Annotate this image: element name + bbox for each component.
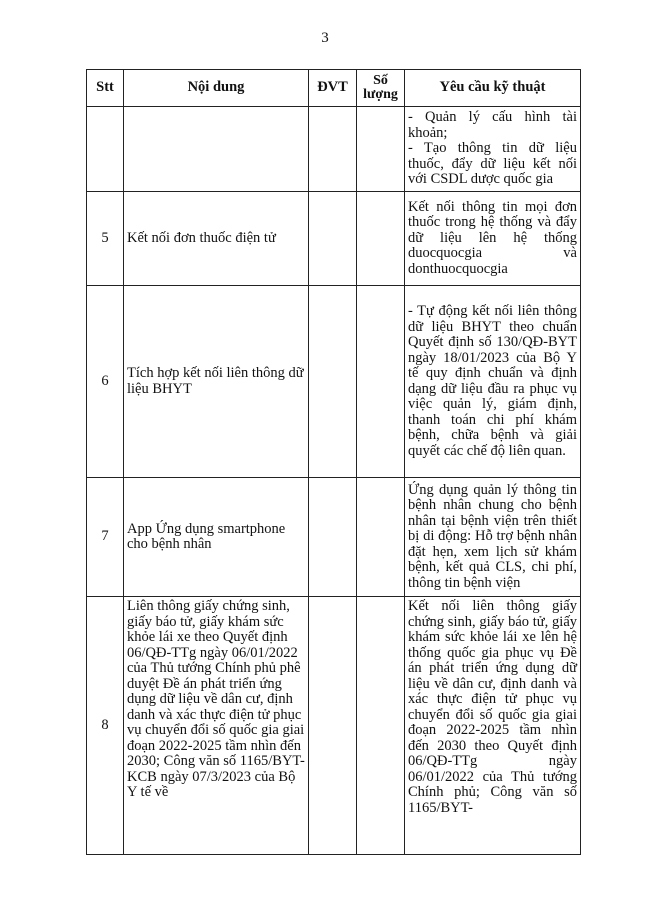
table-row <box>87 478 581 597</box>
requirements-table <box>86 69 581 855</box>
row-unit <box>309 478 357 597</box>
page-number: 3 <box>321 30 329 46</box>
row-content: Kết nối đơn thuốc điện tử <box>124 192 309 286</box>
header-quantity: Số lượng <box>357 70 405 107</box>
row-unit <box>309 597 357 855</box>
row-stt: 8 <box>87 597 124 855</box>
table-row <box>87 107 581 192</box>
row-quantity <box>357 286 405 478</box>
row-content: Tích hợp kết nối liên thông dữ liệu BHYT <box>124 286 309 478</box>
row-unit <box>309 192 357 286</box>
row-content: Liên thông giấy chứng sinh, giấy báo tử, giấy khám sức khỏe lái xe theo Quyết định 06/QĐ-TTg ngày 06/01/2022 của Thủ tướng Chính phủ phê duyệt Đề án phát triển ứng dụng dữ liệu về dân cư, định danh và xác thực điện tử phục vụ chuyển đổi số quốc gia giai đoạn 2022-2025 tầm nhìn đến 2030; Công văn số 1165/BYT-KCB ngày 07/3/2023 của Bộ Y tế về <box>124 597 309 855</box>
table-row <box>87 286 581 478</box>
table-row <box>87 597 581 855</box>
row-requirements: Kết nối liên thông giấy chứng sinh, giấy báo tử, giấy khám sức khỏe lái xe lên hệ thống quốc gia phục vụ Đề án phát triển ứng dụng dữ liệu về dân cư, định danh và xác thực điện tử phục vụ chuyển đổi số quốc gia giai đoạn 2022-2025 tầm nhìn đến 2030 theo Quyết định 06/QĐ-TTg ngày 06/01/2022 của Thủ tướng Chính phủ; Công văn số 1165/BYT- <box>405 597 581 855</box>
header-requirements: Yêu cầu kỹ thuật <box>405 70 581 107</box>
header-content: Nội dung <box>124 70 309 107</box>
row-requirements: Ứng dụng quản lý thông tin bệnh nhân chung cho bệnh nhân tại bệnh viện trên thiết bị di động: Hỗ trợ bệnh nhân đặt hẹn, xem lịch sử khám bệnh, kết quả CLS, chi phí, thông tin bệnh viện <box>405 478 581 597</box>
row-stt: 7 <box>87 478 124 597</box>
row-stt: 5 <box>87 192 124 286</box>
row-quantity <box>357 192 405 286</box>
row-requirements: Kết nối thông tin mọi đơn thuốc trong hệ thống và đẩy dữ liệu lên hệ thống duocquocgia và donthuocquocgia <box>405 192 581 286</box>
header-unit: ĐVT <box>309 70 357 107</box>
row-content: App Ứng dụng smartphone cho bệnh nhân <box>124 478 309 597</box>
table-header-row <box>87 70 581 107</box>
row-requirements: - Quản lý cấu hình tài khoản; - Tạo thông tin dữ liệu thuốc, đẩy dữ liệu kết nối với CSDL dược quốc gia <box>405 107 581 192</box>
row-quantity <box>357 597 405 855</box>
row-content <box>124 107 309 192</box>
row-requirements: - Tự động kết nối liên thông dữ liệu BHYT theo chuẩn Quyết định số 130/QĐ-BYT ngày 18/01/2023 của Bộ Y tế quy định chuẩn và định dạng dữ liệu đầu ra phục vụ việc quản lý, giám định, thanh toán chi phí khám bệnh, chữa bệnh và giải quyết các chế độ liên quan. <box>405 286 581 478</box>
row-stt <box>87 107 124 192</box>
row-unit <box>309 107 357 192</box>
header-stt: Stt <box>87 70 124 107</box>
row-stt: 6 <box>87 286 124 478</box>
row-unit <box>309 286 357 478</box>
row-quantity <box>357 478 405 597</box>
row-quantity <box>357 107 405 192</box>
table-row <box>87 192 581 286</box>
